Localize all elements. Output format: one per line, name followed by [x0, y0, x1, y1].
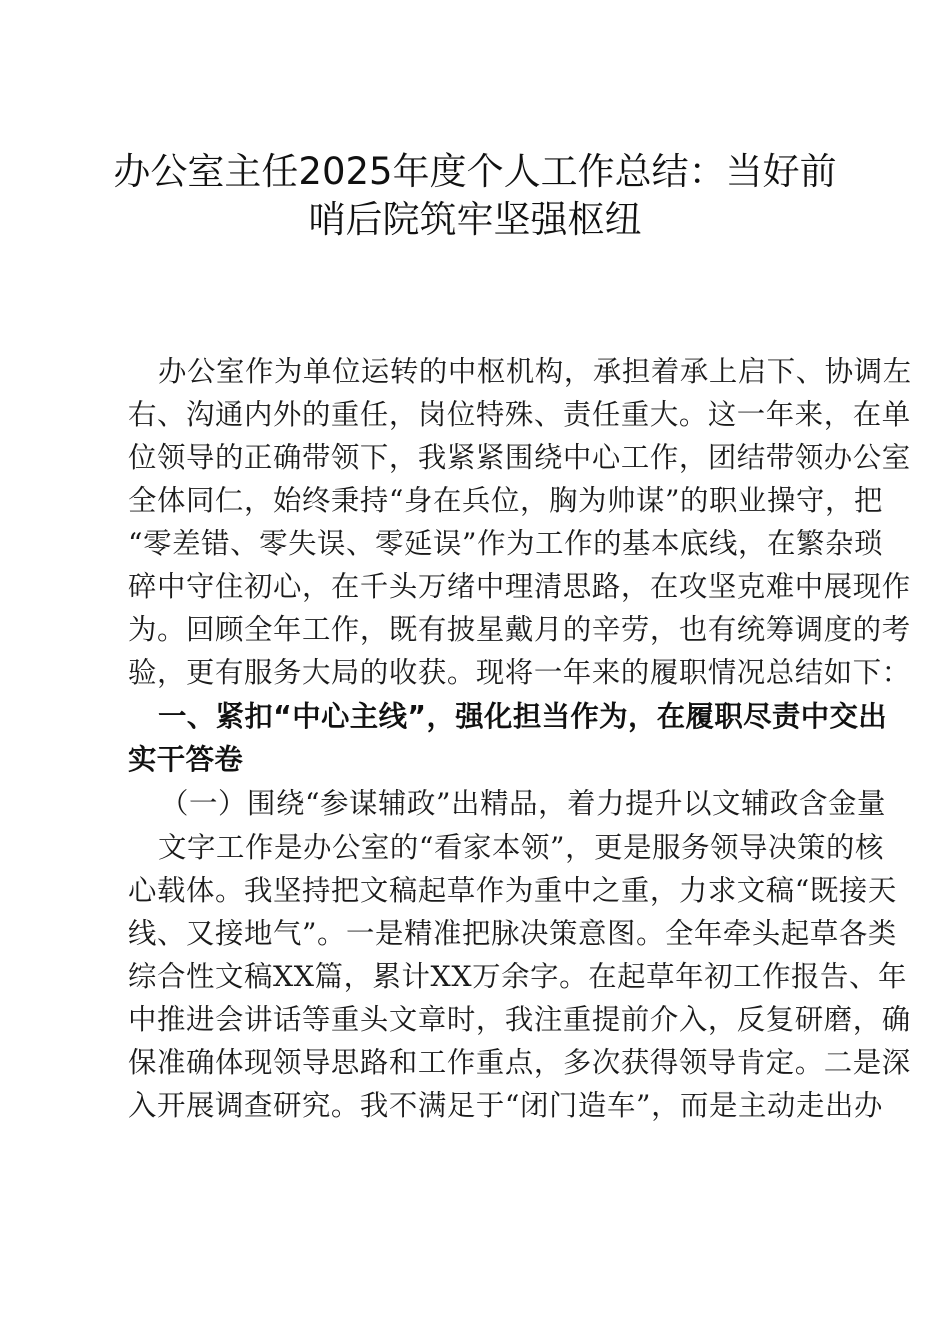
intro-paragraph-line: 位领导的正确带领下，我紧紧围绕中心工作，团结带领办公室 — [128, 441, 911, 474]
document-title-line-1: 办公室主任2025年度个人工作总结：当好前 — [113, 150, 837, 193]
intro-paragraph-line: “零差错、零失误、零延误”作为工作的基本底线，在繁杂琐 — [128, 527, 883, 560]
intro-paragraph-line: 全体同仁，始终秉持“身在兵位，胸为帅谋”的职业操守，把 — [128, 484, 883, 517]
section-heading-line-1: 一、紧扣“中心主线”，强化担当作为，在履职尽责中交出 — [158, 700, 888, 733]
document-title-line-2: 哨后院筑牢坚强枢纽 — [308, 198, 642, 241]
intro-paragraph-line: 为。回顾全年工作，既有披星戴月的辛劳，也有统筹调度的考 — [128, 613, 911, 646]
subsection-paragraph-line: 线、又接地气”。一是精准把脉决策意图。全年牵头起草各类 — [128, 917, 897, 950]
subsection-paragraph-line: 中推进会讲话等重头文章时，我注重提前介入，反复研磨，确 — [128, 1003, 911, 1036]
intro-paragraph-line: 验，更有服务大局的收获。现将一年来的履职情况总结如下： — [128, 656, 911, 689]
intro-paragraph-line: 右、沟通内外的重任，岗位特殊、责任重大。这一年来，在单 — [128, 398, 911, 431]
intro-paragraph-line: 办公室作为单位运转的中枢机构，承担着承上启下、协调左 — [158, 355, 912, 388]
subsection-paragraph-line: 心载体。我坚持把文稿起草作为重中之重，力求文稿“既接天 — [128, 874, 897, 907]
section-heading-line-2: 实干答卷 — [128, 743, 244, 776]
subsection-heading: （一）围绕“参谋辅政”出精品，着力提升以文辅政含金量 — [160, 787, 887, 820]
subsection-paragraph-line: 综合性文稿XX篇，累计XX万余字。在起草年初工作报告、年 — [128, 960, 908, 993]
subsection-paragraph-line: 保准确体现领导思路和工作重点，多次获得领导肯定。二是深 — [128, 1046, 911, 1079]
intro-paragraph-line: 碎中守住初心，在千头万绪中理清思路，在攻坚克难中展现作 — [128, 570, 911, 603]
subsection-paragraph-line: 入开展调查研究。我不满足于“闭门造车”，而是主动走出办 — [128, 1089, 883, 1122]
subsection-paragraph-line: 文字工作是办公室的“看家本领”，更是服务领导决策的核 — [158, 831, 885, 864]
